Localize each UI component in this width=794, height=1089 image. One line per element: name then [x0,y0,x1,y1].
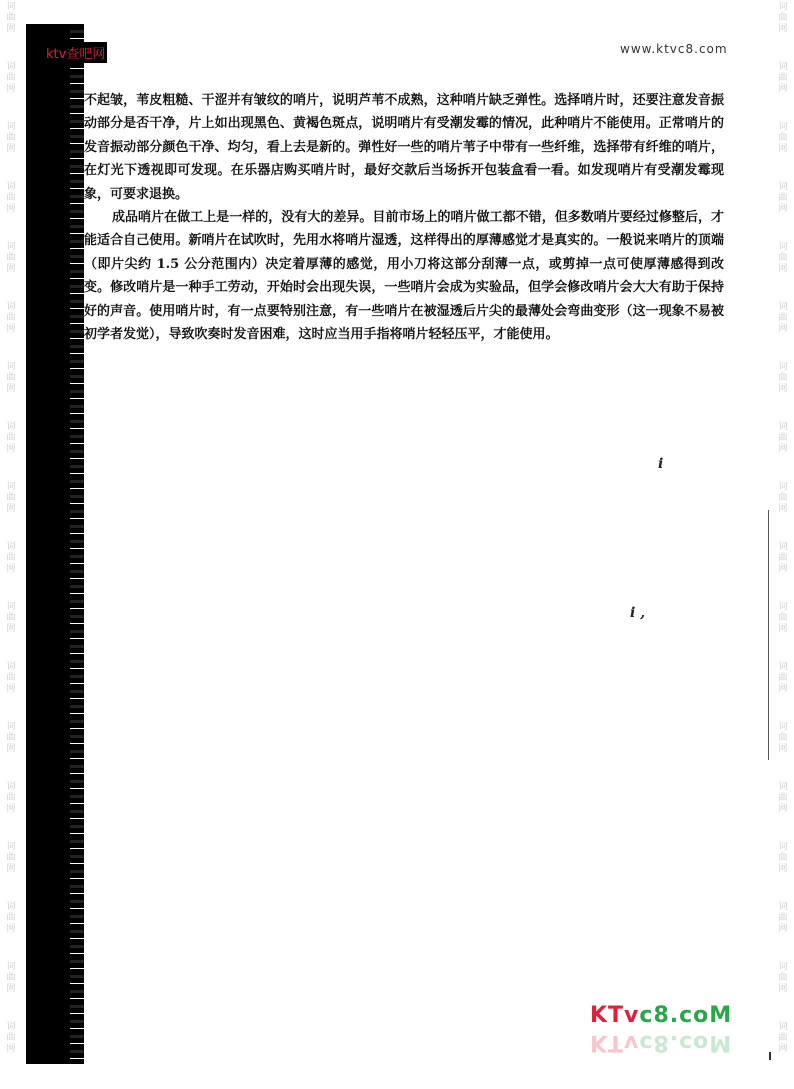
watermark-glyph-stack: 词 曲 网 [778,842,788,874]
watermark-glyph-stack: 词 曲 网 [778,602,788,634]
watermark-glyph-stack: 词 曲 网 [778,62,788,94]
scan-artifact-mark: i [658,456,664,472]
logo-part-red: KTv [590,1003,640,1028]
scan-speck [769,1052,771,1060]
watermark-glyph-stack: 词 曲 网 [6,602,16,634]
watermark-glyph-stack: 词 曲 网 [778,962,788,994]
watermark-glyph-stack: 词 曲 网 [778,362,788,394]
scan-edge-texture [70,24,84,1064]
watermark-glyph-stack: 词 曲 网 [778,2,788,34]
site-url-header[interactable]: www.ktvc8.com [620,42,728,56]
watermark-glyph-stack: 词 曲 网 [6,2,16,34]
watermark-glyph-stack: 词 曲 网 [6,902,16,934]
scan-artifact-mark: i , [630,605,646,621]
watermark-glyph-stack: 词 曲 网 [778,1022,788,1054]
watermark-glyph-stack: 词 曲 网 [6,842,16,874]
watermark-glyph-stack: 词 曲 网 [778,782,788,814]
site-logo[interactable] [590,1003,732,1028]
watermark-glyph-stack: 词 曲 网 [6,482,16,514]
watermark-glyph-stack: 词 曲 网 [6,662,16,694]
watermark-glyph-stack: 词 曲 网 [6,362,16,394]
watermark-glyph-stack: 词 曲 网 [6,302,16,334]
watermark-glyph-stack: 词 曲 网 [778,242,788,274]
watermark-glyph-stack: 词 曲 网 [778,902,788,934]
watermark-glyph-stack: 词 曲 网 [778,662,788,694]
logo-reflection-green: c8.coM [639,1030,733,1055]
watermark-glyph-stack: 词 曲 网 [778,722,788,754]
watermark-glyph-stack: 词 曲 网 [778,182,788,214]
watermark-glyph-stack: 词 曲 网 [6,62,16,94]
site-name-header[interactable]: ktv查吧网 [44,42,107,63]
watermark-glyph-stack: 词 曲 网 [6,1022,16,1054]
watermark-glyph-stack: 词 曲 网 [6,182,16,214]
watermark-glyph-stack: 词 曲 网 [6,242,16,274]
scan-dark-edge [26,24,76,1064]
paragraph-1: 不起皱，苇皮粗糙、干涩并有皱纹的哨片，说明芦苇不成熟，这种哨片缺乏弹性。选择哨片时，还要注意发音振动部分是否干净，片上如出现黑色、黄褐色斑点，说明哨片有受潮发霉的情况，此种哨片不能使用。正常哨片的发音振动部分颜色干净、均匀，看上去是新的。弹性好一些的哨片苇子中带有一些纤维，选择带有纤维的哨片，在灯光下透视即可发现。在乐器店购买哨片时，最好交款后当场拆开包装盒看一看。如发现哨片有受潮发霉现象，可要求退换。 [84,93,724,202]
watermark-glyph-stack: 词 曲 网 [6,542,16,574]
watermark-glyph-stack: 词 曲 网 [6,782,16,814]
logo-reflection-red: KTv [590,1030,640,1055]
watermark-glyph-stack: 词 曲 网 [6,122,16,154]
watermark-glyph-stack: 词 曲 网 [778,122,788,154]
watermark-column-right [776,0,790,1089]
watermark-glyph-stack: 词 曲 网 [778,302,788,334]
watermark-column-left [4,0,18,1089]
article-body [84,89,724,346]
watermark-glyph-stack: 词 曲 网 [778,482,788,514]
logo-part-green: c8.coM [639,1003,733,1028]
watermark-glyph-stack: 词 曲 网 [6,962,16,994]
watermark-glyph-stack: 词 曲 网 [778,542,788,574]
scan-margin-line [768,510,769,760]
watermark-glyph-stack: 词 曲 网 [6,722,16,754]
watermark-glyph-stack: 词 曲 网 [778,422,788,454]
paragraph-2: 成品哨片在做工上是一样的，没有大的差异。目前市场上的哨片做工都不错，但多数哨片要经过修整后，才能适合自己使用。新哨片在试吹时，先用水将哨片湿透，这样得出的厚薄感觉才是真实的。一般说来哨片的顶端（即片尖约 1.5 公分范围内）决定着厚薄的感觉，用小刀将这部分刮薄一点，或剪掉一点可使厚薄感得到改变。修改哨片是一种手工劳动，开始时会出现失误，一些哨片会成为实验品，但学会修改哨片会大大有助于保持好的声音。使用哨片时，有一点要特别注意，有一些哨片在被湿透后片尖的最薄处会弯曲变形（这一现象不易被初学者发觉），导致吹奏时发音困难，这时应当用手指将哨片轻轻压平，才能使用。 [84,210,724,343]
watermark-glyph-stack: 词 曲 网 [6,422,16,454]
site-logo-reflection [590,1030,732,1055]
